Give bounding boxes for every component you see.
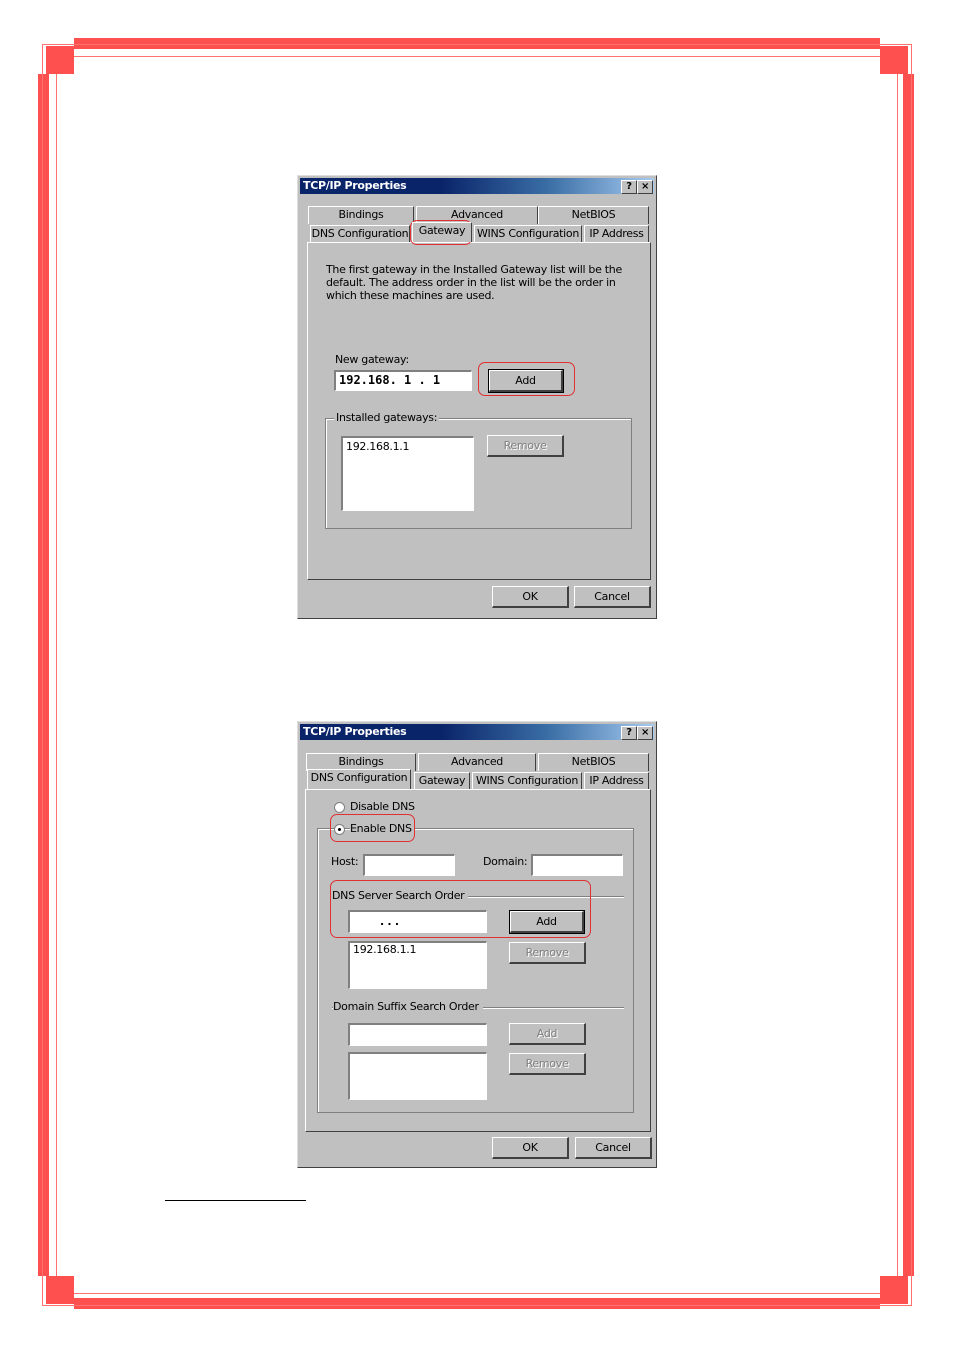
tab-advanced[interactable]: Advanced (418, 753, 536, 771)
frame-outer-left (42, 44, 43, 1306)
tab-netbios[interactable]: NetBIOS (538, 753, 649, 771)
host-label: Host: (331, 855, 359, 868)
radio-selected-dot (338, 828, 341, 831)
tab-panel (305, 789, 651, 1132)
frame-outer-top (42, 44, 912, 45)
tab-dns-configuration[interactable]: DNS Configuration (307, 769, 411, 789)
add-gateway-button[interactable]: Add (489, 370, 563, 392)
tab-ip-address[interactable]: IP Address (584, 772, 649, 790)
add-dns-button[interactable]: Add (510, 911, 584, 933)
cancel-button[interactable]: Cancel (575, 1137, 652, 1159)
tab-gateway[interactable]: Gateway (412, 222, 472, 242)
tab-bindings[interactable]: Bindings (308, 206, 414, 224)
suffix-order-label: Domain Suffix Search Order (333, 1000, 483, 1013)
remove-dns-button[interactable]: Remove (509, 942, 586, 964)
domain-input[interactable] (531, 854, 623, 876)
new-gateway-label (335, 353, 409, 366)
dns-order-label: DNS Server Search Order (332, 889, 468, 902)
frame-inner-top (74, 56, 880, 57)
dns-server-input[interactable]: . . . (348, 910, 487, 933)
installed-gateways-list[interactable] (341, 436, 474, 511)
dns-server-list[interactable] (348, 941, 487, 989)
installed-gateway-item[interactable]: 192.168.1.1 (346, 440, 410, 453)
corner-bl (46, 1276, 74, 1304)
disable-dns-label: Disable DNS (350, 800, 415, 813)
frame-inner-bottom (74, 1293, 880, 1294)
remove-gateway-button[interactable]: Remove (487, 435, 564, 457)
corner-br (880, 1276, 908, 1304)
new-gateway-label-text: New gateway: (335, 353, 409, 366)
suffix-list[interactable] (348, 1052, 487, 1100)
remove-suffix-button[interactable]: Remove (509, 1053, 586, 1075)
add-suffix-button[interactable]: Add (509, 1023, 586, 1045)
frame-inner-left (56, 74, 57, 1276)
host-input[interactable] (363, 854, 455, 876)
frame-left (38, 74, 49, 1276)
enable-dns-radio[interactable] (334, 824, 345, 835)
frame-right (903, 74, 914, 1276)
underline-rule (165, 1200, 306, 1201)
tcpip-gateway-dialog (297, 175, 657, 619)
ok-button[interactable]: OK (492, 1137, 569, 1159)
tab-panel (307, 242, 651, 580)
tab-bindings[interactable]: Bindings (306, 753, 416, 771)
frame-outer-bottom (42, 1305, 912, 1306)
installed-gateways-label: Installed gateways: (336, 411, 438, 424)
tab-dns-configuration[interactable]: DNS Configuration (310, 225, 410, 243)
corner-tl (46, 46, 74, 74)
tab-gateway[interactable]: Gateway (414, 772, 470, 790)
close-button[interactable]: × (637, 180, 653, 194)
new-gateway-input[interactable]: 192.168. 1 . 1 (334, 370, 472, 391)
tab-advanced[interactable]: Advanced (416, 206, 538, 224)
help-button[interactable]: ? (621, 726, 637, 740)
title-bar (300, 724, 654, 740)
gateway-description: The first gateway in the Installed Gateway list will be the default. The address order in the list will be the order in which these machines are used. (326, 263, 622, 302)
tcpip-dns-dialog (297, 721, 657, 1168)
enable-dns-label: Enable DNS (350, 822, 412, 835)
tab-ip-address[interactable]: IP Address (584, 225, 649, 243)
tab-wins-configuration[interactable]: WINS Configuration (472, 772, 582, 790)
close-button[interactable]: × (637, 726, 653, 740)
corner-tr (880, 46, 908, 74)
cancel-button[interactable]: Cancel (574, 586, 651, 608)
help-button[interactable]: ? (621, 180, 637, 194)
dns-server-item[interactable]: 192.168.1.1 (353, 943, 417, 956)
tab-netbios[interactable]: NetBIOS (538, 206, 649, 224)
domain-label: Domain: (483, 855, 528, 868)
suffix-input[interactable] (348, 1023, 487, 1046)
disable-dns-radio[interactable] (334, 802, 345, 813)
dialog-title: TCP/IP Properties (303, 725, 407, 738)
title-bar (300, 178, 654, 194)
dialog-title: TCP/IP Properties (303, 179, 407, 192)
tab-wins-configuration[interactable]: WINS Configuration (474, 225, 582, 243)
frame-bottom (74, 1298, 880, 1309)
ok-button[interactable]: OK (492, 586, 569, 608)
frame-inner-right (897, 74, 898, 1276)
frame-outer-right (911, 44, 912, 1306)
